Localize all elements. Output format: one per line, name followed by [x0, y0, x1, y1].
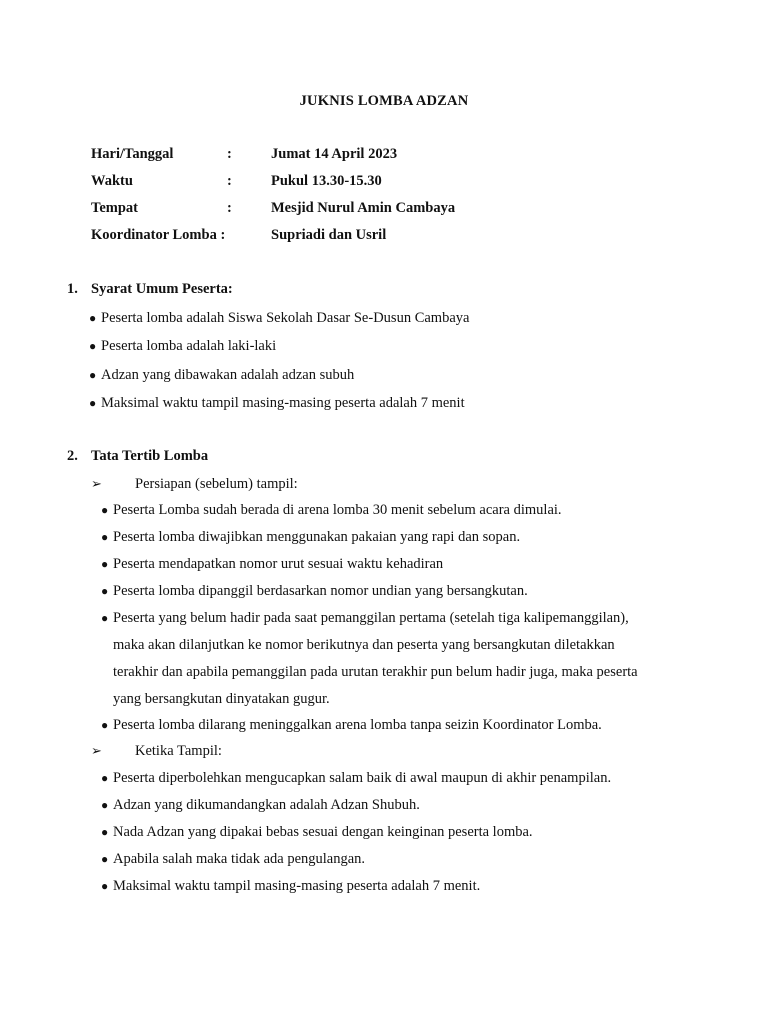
list-item-text: Maksimal waktu tampil masing-masing peserta adalah 7 menit — [101, 395, 465, 411]
list-item-text: Peserta lomba dipanggil berdasarkan nomor undian yang bersangkutan. — [113, 583, 528, 599]
list-item-text: Peserta mendapatkan nomor urut sesuai waktu kehadiran — [113, 556, 444, 572]
list-item-text: Peserta diperbolehkan mengucapkan salam baik di awal maupun di akhir penampilan. — [113, 770, 612, 786]
bullet-icon: ● — [89, 339, 97, 353]
bullet-icon: ● — [101, 611, 109, 625]
info-colon: : — [227, 200, 232, 216]
list-item-text: Peserta yang belum hadir pada saat pemanggilan pertama (setelah tiga kalipemanggilan), — [113, 610, 629, 626]
subsection-title: Persiapan (sebelum) tampil: — [135, 476, 298, 492]
list-item-text: Adzan yang dikumandangkan adalah Adzan Shubuh. — [113, 797, 420, 813]
bullet-icon: ● — [101, 503, 109, 517]
arrow-bullet-icon: ➢ — [91, 476, 102, 491]
bullet-icon: ● — [101, 798, 109, 812]
section-number: 1. — [67, 281, 78, 297]
section-number: 2. — [67, 448, 78, 464]
info-value: Jumat 14 April 2023 — [271, 146, 398, 162]
bullet-icon: ● — [89, 311, 97, 325]
list-item-text: Peserta lomba dilarang meninggalkan arena lomba tanpa seizin Koordinator Lomba. — [113, 717, 602, 733]
info-label: Hari/Tanggal — [91, 146, 174, 162]
list-item-text: Peserta lomba adalah Siswa Sekolah Dasar Se-Dusun Cambaya — [101, 310, 470, 326]
list-item-continuation: maka akan dilanjutkan ke nomor berikutnya dan peserta yang bersangkutan diletakkan — [113, 637, 615, 653]
bullet-icon: ● — [101, 584, 109, 598]
info-value: Supriadi dan Usril — [271, 227, 387, 243]
section-title: Tata Tertib Lomba — [91, 448, 209, 464]
bullet-icon: ● — [101, 852, 109, 866]
list-item-text: Peserta lomba diwajibkan menggunakan pakaian yang rapi dan sopan. — [113, 529, 521, 545]
info-value: Pukul 13.30-15.30 — [271, 173, 382, 189]
bullet-icon: ● — [101, 771, 109, 785]
list-item-continuation: yang bersangkutan dinyatakan gugur. — [113, 691, 330, 707]
info-colon: : — [227, 173, 232, 189]
subsection-title: Ketika Tampil: — [135, 743, 222, 759]
list-item-continuation: terakhir dan apabila pemanggilan pada urutan terakhir pun belum hadir juga, maka peserta — [113, 664, 638, 680]
info-label: Waktu — [91, 173, 133, 189]
info-label: Tempat — [91, 200, 138, 216]
info-value: Mesjid Nurul Amin Cambaya — [271, 200, 456, 216]
bullet-icon: ● — [101, 557, 109, 571]
list-item-text: Apabila salah maka tidak ada pengulangan. — [113, 851, 366, 867]
arrow-bullet-icon: ➢ — [91, 743, 102, 758]
bullet-icon: ● — [101, 530, 109, 544]
bullet-icon: ● — [101, 825, 109, 839]
list-item-text: Maksimal waktu tampil masing-masing peserta adalah 7 menit. — [113, 878, 481, 894]
document-title: JUKNIS LOMBA ADZAN — [299, 93, 469, 109]
info-colon: : — [227, 146, 232, 162]
list-item-text: Peserta Lomba sudah berada di arena lomba 30 menit sebelum acara dimulai. — [113, 502, 562, 518]
bullet-icon: ● — [101, 718, 109, 732]
list-item-text: Nada Adzan yang dipakai bebas sesuai dengan keinginan peserta lomba. — [113, 824, 533, 840]
list-item-text: Peserta lomba adalah laki-laki — [101, 338, 277, 354]
section-title: Syarat Umum Peserta: — [91, 281, 233, 297]
info-label: Koordinator Lomba : — [91, 227, 226, 243]
bullet-icon: ● — [101, 879, 109, 893]
bullet-icon: ● — [89, 368, 97, 382]
bullet-icon: ● — [89, 396, 97, 410]
list-item-text: Adzan yang dibawakan adalah adzan subuh — [101, 367, 355, 383]
